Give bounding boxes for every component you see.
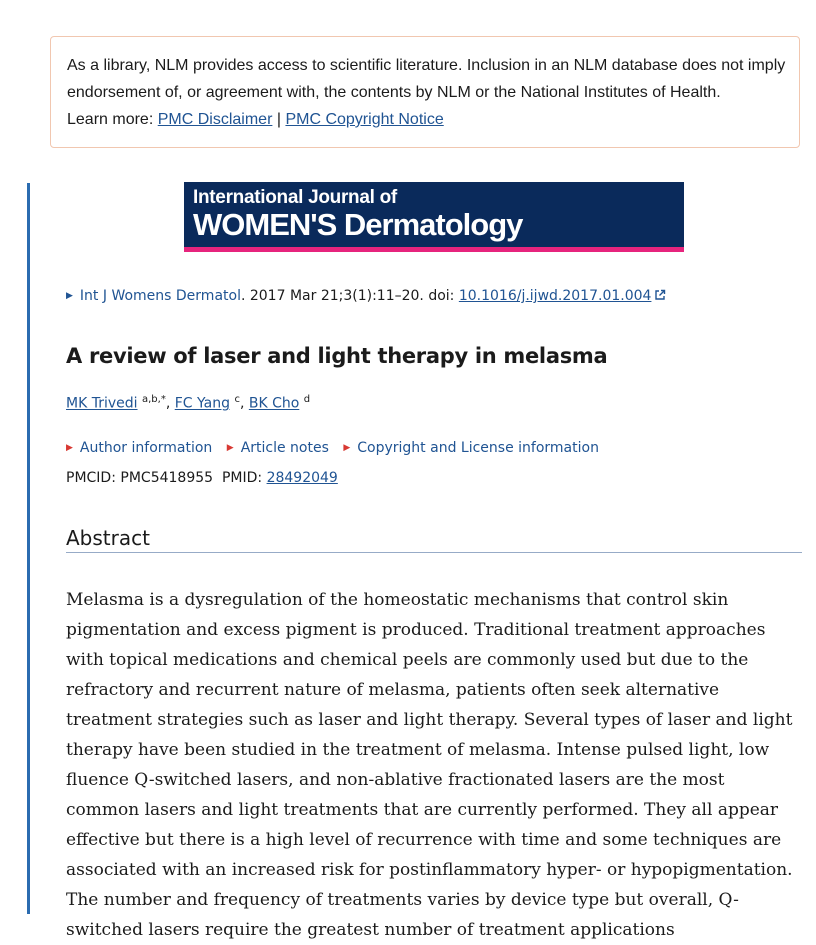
pmcid-value: PMC5418955 — [120, 470, 214, 486]
author-affiliation-sup[interactable]: a,b,* — [141, 394, 166, 405]
triangle-right-icon: ▶ — [226, 443, 234, 453]
notice-text: As a library, NLM provides access to scientific literature. Inclusion in an NLM database does not imply endorsement of, or agreement with, the contents by NLM or the National Institutes of Health. — [67, 57, 786, 101]
doi-link[interactable]: 10.1016/j.ijwd.2017.01.004 — [458, 288, 652, 304]
pmc-disclaimer-link[interactable]: PMC Disclaimer — [157, 111, 273, 128]
author-affiliation-sup[interactable]: d — [303, 394, 311, 405]
author-information-toggle[interactable]: Author information — [79, 440, 213, 456]
citation-line — [66, 288, 666, 305]
article-identifiers — [66, 470, 338, 486]
external-link-icon — [654, 289, 666, 305]
author-affiliation-sup[interactable]: c — [234, 394, 240, 405]
triangle-right-icon: ▶ — [66, 443, 73, 453]
author-link[interactable]: MK Trivedi — [66, 395, 138, 412]
pmid-link[interactable]: 28492049 — [266, 470, 338, 486]
triangle-right-icon: ▶ — [343, 443, 351, 453]
content-accent-bar — [27, 183, 30, 914]
article-title: A review of laser and light therapy in melasma — [66, 344, 608, 368]
article-info-toggles — [66, 440, 609, 456]
journal-banner-line2: WOMEN'S Dermatology — [193, 207, 523, 242]
journal-banner-line1: International Journal of — [193, 187, 397, 208]
article-notes-toggle[interactable]: Article notes — [240, 440, 329, 456]
abstract-text: Melasma is a dysregulation of the homeostatic mechanisms that control skin pigmentation and excess pigment is produced. Traditional treatment approaches with topical medications and chemical peels are commonly used but due to the refractory and recurrent nature of melasma, patients often seek alternative treatment strategies such as laser and light therapy. Several types of laser and light therapy have been studied in the treatment of melasma. Intense pulsed light, low fluence Q-switched lasers, and non-ablative fractionated lasers are the most common lasers and light treatments that are currently performed. They all appear effective but there is a high level of recurrence with time and some techniques are associated with an increased risk for postinflammatory hyper- or hypopigmentation. The number and frequency of treatments varies by device type but overall, Q-switched lasers require the greatest number of treatment applications — [66, 590, 793, 940]
author-link[interactable]: BK Cho — [248, 395, 300, 412]
notice-separator: | — [276, 111, 281, 128]
journal-banner-stripe — [184, 247, 684, 252]
abstract-heading: Abstract — [66, 526, 802, 553]
journal-abbrev-link[interactable]: Int J Womens Dermatol — [79, 288, 241, 304]
nlm-disclaimer-notice — [50, 36, 800, 148]
citation-details: . 2017 Mar 21;3(1):11–20. doi: — [240, 288, 459, 304]
author-list: MK Trivedi $^{a,b,*}$, FC Yang $^c$, BK Cho $^d$ — [66, 394, 311, 412]
pmid-label: PMID: — [221, 470, 263, 486]
pmc-copyright-notice-link[interactable]: PMC Copyright Notice — [285, 111, 444, 128]
author-link[interactable]: FC Yang — [174, 395, 230, 412]
journal-banner[interactable] — [184, 182, 684, 252]
copyright-license-toggle[interactable]: Copyright and License information — [357, 440, 599, 456]
pmcid-label: PMCID: — [66, 470, 116, 486]
notice-learn-more: Learn more: — [67, 111, 154, 128]
triangle-right-icon[interactable]: ▶ — [66, 291, 73, 301]
